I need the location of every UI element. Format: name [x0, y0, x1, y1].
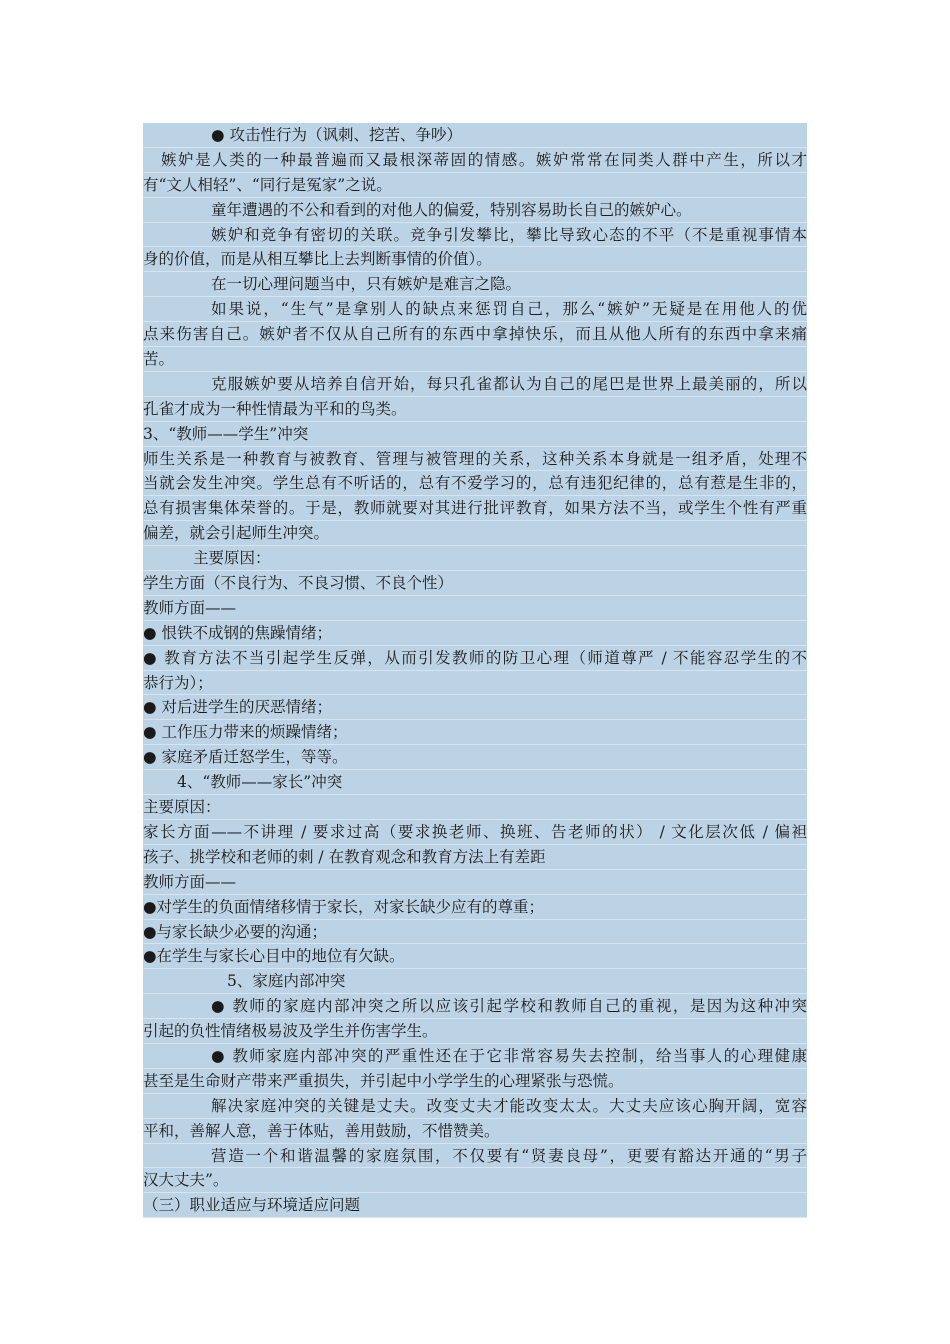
text-line: 学生方面（不良行为、不良习惯、不良个性）: [143, 571, 807, 596]
text-line: （三）职业适应与环境适应问题: [143, 1193, 807, 1218]
text-line: 如果说，“生气”是拿别人的缺点来惩罚自己，那么“嫉妒”无疑是在用他人的优: [143, 297, 807, 322]
text-line: 嫉妒是人类的一种最普遍而又最根深蒂固的情感。嫉妒常常在同类人群中产生，所以才: [143, 148, 807, 173]
document-body: [143, 123, 807, 1218]
text-line: 汉大丈夫”。: [143, 1168, 807, 1193]
text-line: 平和，善解人意，善于体贴，善用鼓励，不惜赞美。: [143, 1119, 807, 1144]
text-line: 苦。: [143, 347, 807, 372]
text-line: 点来伤害自己。嫉妒者不仅从自己所有的东西中拿掉快乐，而且从他人所有的东西中拿来痛: [143, 322, 807, 347]
text-line: 克服嫉妒要从培养自信开始，每只孔雀都认为自己的尾巴是世界上最美丽的，所以: [143, 372, 807, 397]
text-line: 恭行为）；: [143, 671, 807, 696]
text-line: ● 恨铁不成钢的焦躁情绪；: [143, 621, 807, 646]
text-line: 甚至是生命财产带来严重损失，并引起中小学学生的心理紧张与恐慌。: [143, 1069, 807, 1094]
text-line: 师生关系是一种教育与被教育、管理与被管理的关系，这种关系本身就是一组矛盾，处理不: [143, 447, 807, 472]
text-line: ●对学生的负面情绪移情于家长，对家长缺少应有的尊重；: [143, 895, 807, 920]
text-line: 在一切心理问题当中，只有嫉妒是难言之隐。: [143, 272, 807, 297]
text-line: 引起的负性情绪极易波及学生并伤害学生。: [143, 1019, 807, 1044]
text-line: 解决家庭冲突的关键是丈夫。改变丈夫才能改变太太。大丈夫应该心胸开阔，宽容: [143, 1094, 807, 1119]
text-line: ● 教师家庭内部冲突的严重性还在于它非常容易失去控制，给当事人的心理健康: [143, 1044, 807, 1069]
text-line: ●在学生与家长心目中的地位有欠缺。: [143, 944, 807, 969]
text-line: 当就会发生冲突。学生总有不听话的，总有不爱学习的，总有违犯纪律的，总有惹是生非的，: [143, 471, 807, 496]
text-line: 有“文人相轻”、“同行是冤家”之说。: [143, 173, 807, 198]
text-line: 孩子、挑学校和老师的刺 / 在教育观念和教育方法上有差距: [143, 845, 807, 870]
text-line: 3、“教师——学生”冲突: [143, 422, 807, 447]
text-line: ● 攻击性行为（讽刺、挖苦、争吵）: [143, 123, 807, 148]
text-line: ● 教育方法不当引起学生反弹，从而引发教师的防卫心理（师道尊严 / 不能容忍学生的不: [143, 646, 807, 671]
text-line: 身的价值，而是从相互攀比上去判断事情的价值）。: [143, 247, 807, 272]
text-line: ● 家庭矛盾迁怒学生，等等。: [143, 745, 807, 770]
text-line: 主要原因：: [143, 546, 807, 571]
text-line: ● 教师的家庭内部冲突之所以应该引起学校和教师自己的重视，是因为这种冲突: [143, 994, 807, 1019]
text-line: ● 工作压力带来的烦躁情绪；: [143, 720, 807, 745]
text-line: 嫉妒和竞争有密切的关联。竞争引发攀比，攀比导致心态的不平（不是重视事情本: [143, 223, 807, 248]
text-line: ● 对后进学生的厌恶情绪；: [143, 695, 807, 720]
text-line: ●与家长缺少必要的沟通；: [143, 920, 807, 945]
text-line: 4、“教师——家长”冲突: [143, 770, 807, 795]
text-line: 家长方面——不讲理 / 要求过高（要求换老师、换班、告老师的状） / 文化层次低 / 偏袒: [143, 820, 807, 845]
text-line: 偏差，就会引起师生冲突。: [143, 521, 807, 546]
text-line: 教师方面——: [143, 596, 807, 621]
text-line: 主要原因：: [143, 795, 807, 820]
text-line: 总有损害集体荣誉的。于是，教师就要对其进行批评教育，如果方法不当，或学生个性有严重: [143, 496, 807, 521]
text-line: 童年遭遇的不公和看到的对他人的偏爱，特别容易助长自己的嫉妒心。: [143, 198, 807, 223]
text-line: 孔雀才成为一种性情最为平和的鸟类。: [143, 397, 807, 422]
text-line: 5、家庭内部冲突: [143, 969, 807, 994]
text-line: 营造一个和谐温馨的家庭氛围，不仅要有“贤妻良母”，更要有豁达开通的“男子: [143, 1144, 807, 1169]
text-line: 教师方面——: [143, 870, 807, 895]
